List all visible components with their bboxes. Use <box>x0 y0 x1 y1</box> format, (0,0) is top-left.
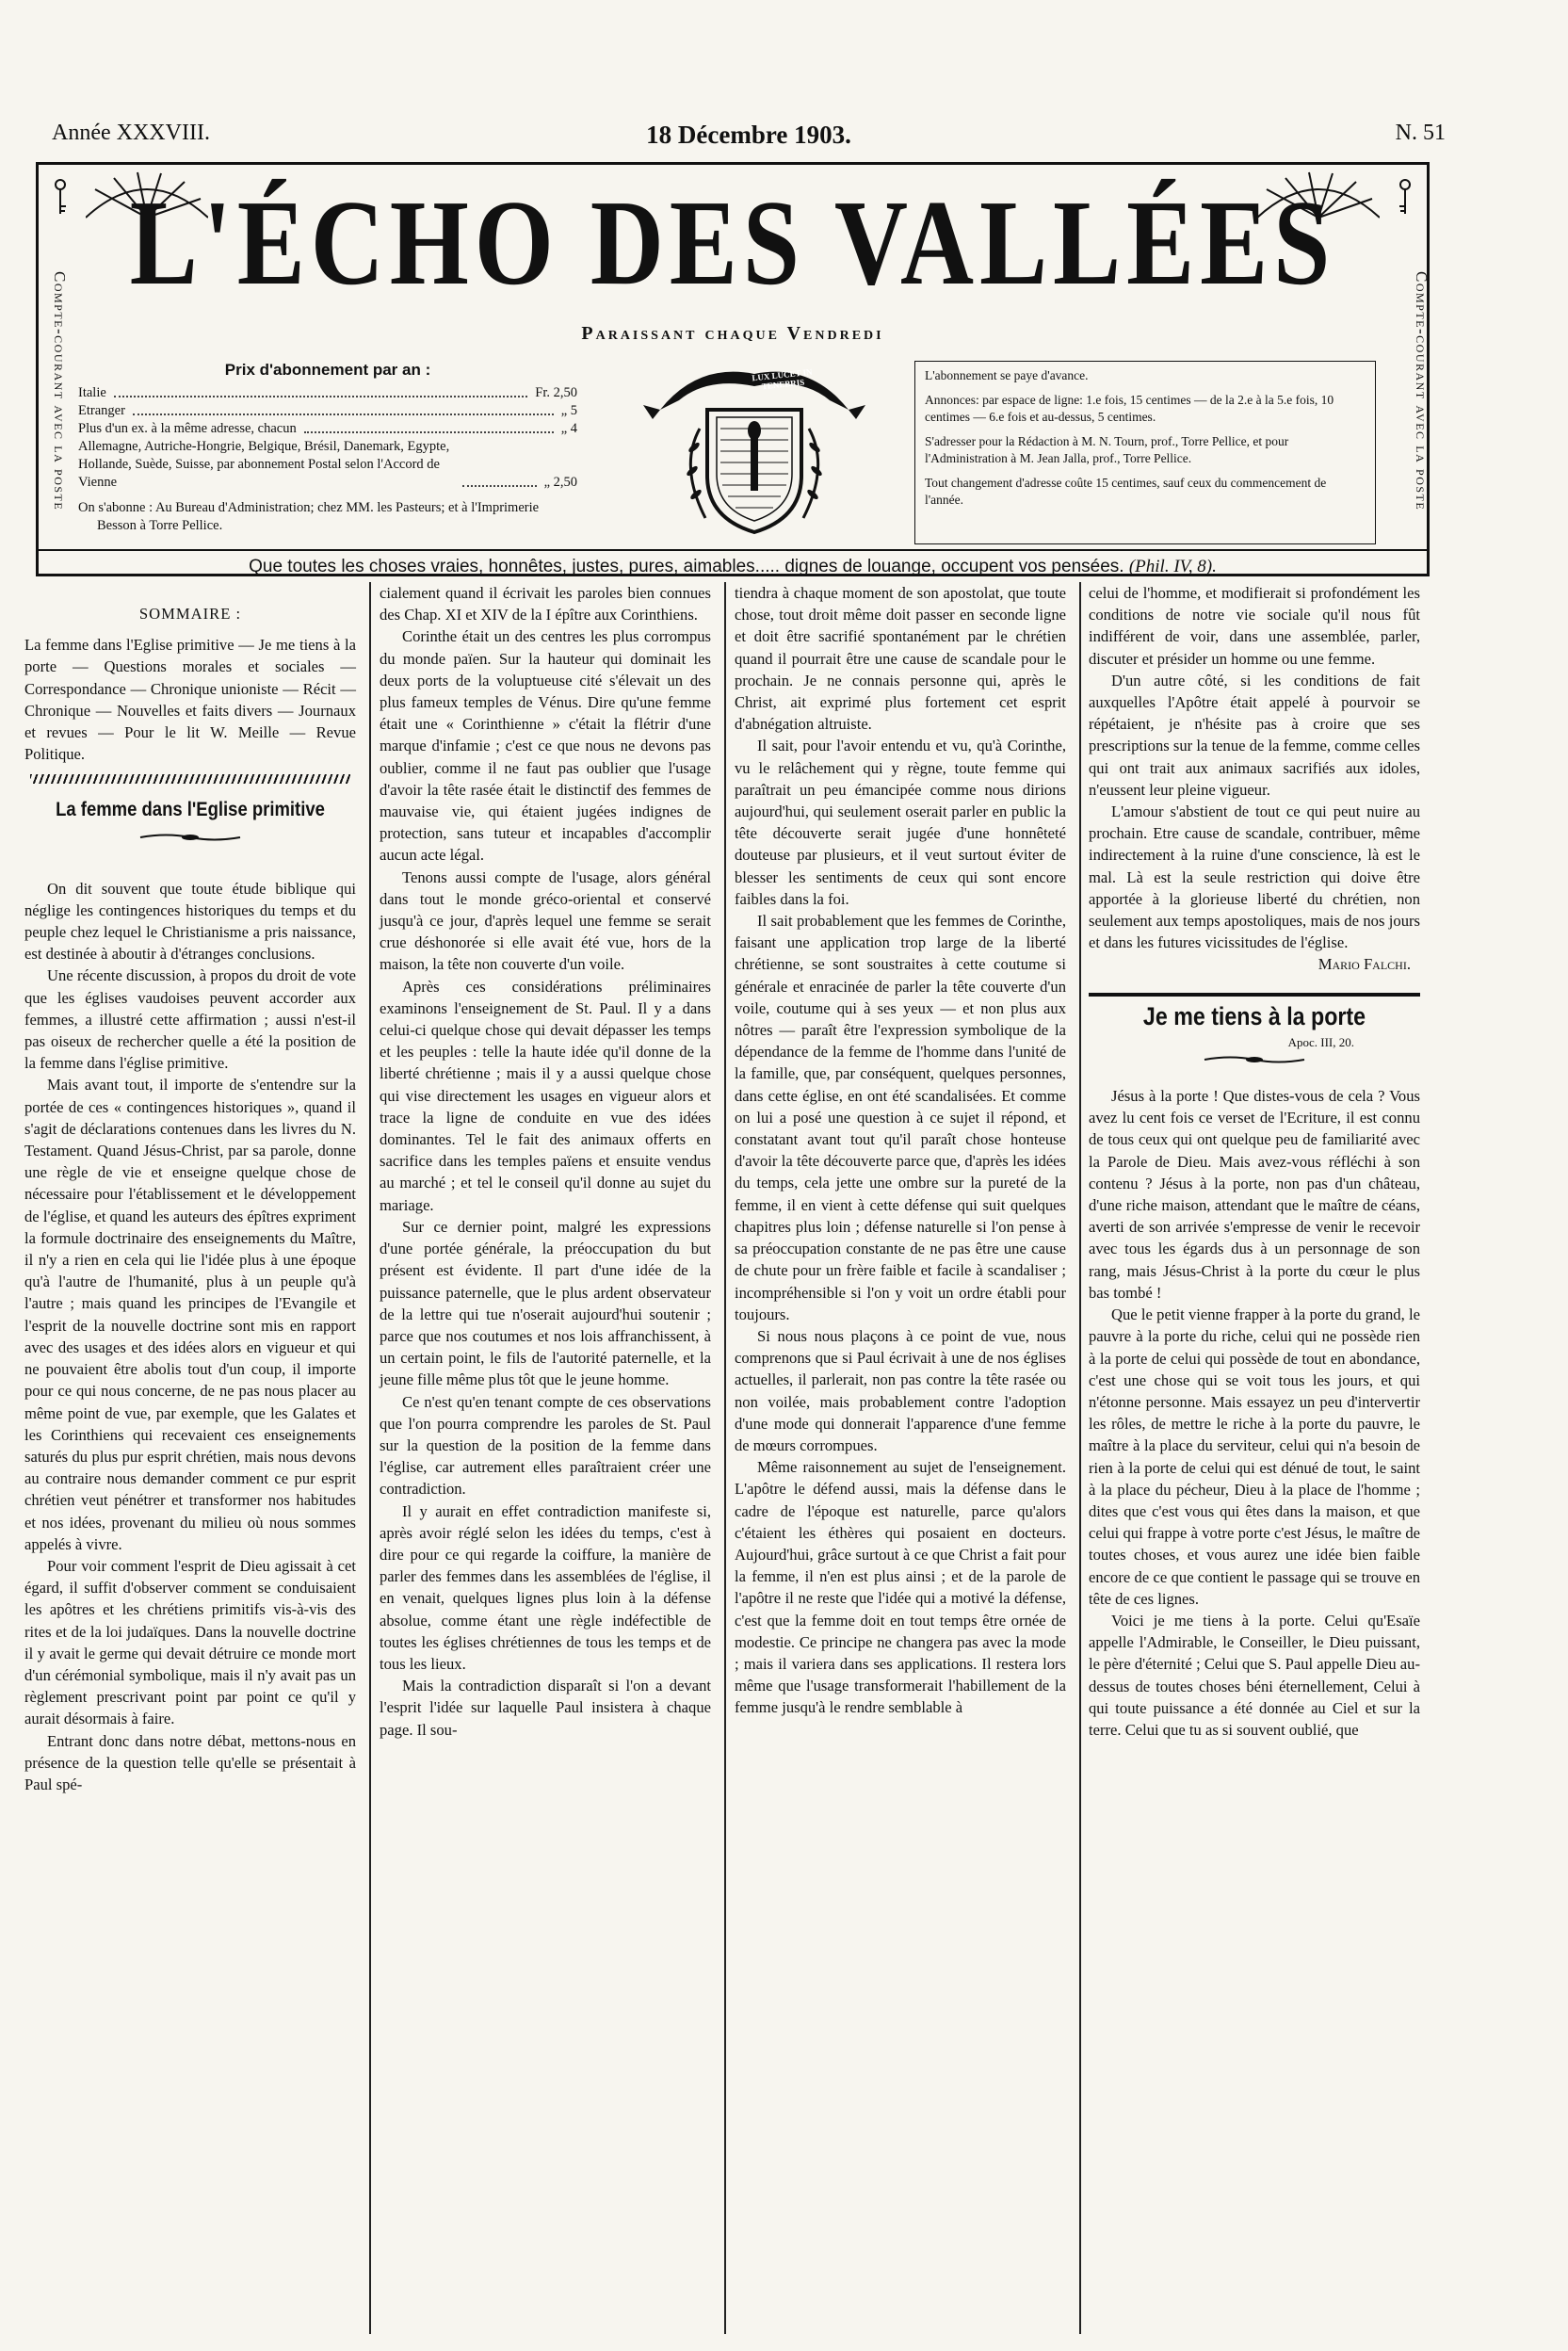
article-paragraph: Mais la contradiction disparaît si l'on a devant l'esprit l'idée sur laquelle Paul insistera à chaque page. Il sou- <box>380 1677 711 1739</box>
article-title: Je me tiens à la porte <box>1142 1001 1366 1030</box>
price-value: „ 2,50 <box>543 475 577 490</box>
article-paragraph: Il y aurait en effet contradiction manifeste si, après avoir réglé selon les idées du temps, c'est à dire pour ce qui regarde la coiffure, la manière de parler des femmes dans les assemblées de l'église, il en venait, quelques lignes plus loin à la défense absolue, comme étant une règle indéfectible de toutes les églises chrétiennes de tous les temps et de tous les lieux. <box>380 1501 711 1673</box>
issue-header <box>52 121 1446 158</box>
issue-number: N. 51 <box>1395 121 1446 145</box>
article-reference: Apoc. III, 20. <box>1287 1034 1354 1049</box>
price-value: „ 5 <box>560 403 577 418</box>
article-paragraph: Pour voir comment l'esprit de Dieu agissait à cet égard, il suffit d'observer comment se conduisaient les apôtres et les chrétiens primitifs vis-à-vis des rites et de la loi judaïques. Dans la nouvelle doctrine il y avait le germe qui devait détruire ce monde mort d'un cérémonial symbolique, mais il n'y avait pas un règlement prescrivant point par point ce qu'il y aurait désormais à faire. <box>24 1556 356 1728</box>
motto-line <box>39 549 1427 583</box>
newspaper-title: L'ÉCHO DES VALLÉES <box>129 176 1336 311</box>
article-paragraph: Que le petit vienne frapper à la porte du grand, le pauvre à la porte du riche, celui qui ne possède rien à la porte de celui qui possède de tout en abondance, c'est une chose qui se voit tous les jours, et qui n'étonne personne. Mais essayez un peu d'intervertir les rôles, de mettre le riche à la porte du pauvre, le maître à la place du serviteur, celui qui n'a besoin de rien à la porte de celui qui est dénué de tout, le saint à la place du pécheur, Dieu à la place de l'homme ; dites que c'est vous qui êtes dans la maison, et que celui qui frappe à votre porte c'est Jésus, le maître de toutes choses, et vous aurez une idée bien faible encore de ce que contient le passage qui se trouve en tête de ces lignes. <box>1089 1305 1420 1608</box>
info-line: Tout changement d'adresse coûte 15 centimes, sauf ceux du commencement de l'année. <box>925 476 1327 507</box>
article-paragraph: D'un autre côté, si les conditions de fait auxquelles l'Apôtre était appelé à pourvoir se répétaient, je n'hésite pas à croire que ses prescriptions sur la tenue de la femme, comme celles qui ont trait aux animaux sacrifiés aux idoles, n'eussent leur pleine vigueur. <box>1089 671 1420 799</box>
price-row <box>78 420 577 438</box>
article-paragraph: Après ces considérations préliminaires examinons l'enseignement de St. Paul. Il y a dans celui-ci quelque chose qui devait dépasser les temps et les peuples : telle la haute idée qu'il donne de la liberté chrétienne ; mais il y a aussi quelque chose qui vise directement les usages en vigueur alors et trace la ligne de conduite en vue des idées dominantes. Tel le fait des animaux offerts en sacrifice dans les temples païens et ensuite vendus au marché ; et tel le conseil qu'il donne au sujet du mariage. <box>380 977 711 1214</box>
article-paragraph: Ce n'est qu'en tenant compte de ces observations que l'on pourra comprendre les paroles de St. Paul sur la question de la position de la femme dans l'église, car autrement elles paraîtraient créer une contradiction. <box>380 1392 711 1499</box>
article-paragraph: Entrant donc dans notre débat, mettons-nous en présence de la question telle qu'elle se présentait à Paul spé- <box>24 1731 356 1793</box>
article-paragraph: Mais avant tout, il importe de s'entendre sur la portée de ces « contingences historiques », quand il s'agit de déclarations contenues dans les livres du N. Testament. Quand Jésus-Christ, par sa parole, donne une règle de vie et enseigne quelque chose de nécessaire pour l'établissement et le développement de l'église, et quand les auteurs des épîtres expriment la formule doctrinaire des enseignements du Maître, il n'y a rien en cela qui lie l'idée plus à une époque qu'à l'autre de l'humanité, plus à un peuple qu'à l'autre ; mais quand les principes de l'Evangile et l'esprit de la nouvelle doctrine sont mis en rapport avec des usages et des idées alors en vigueur et qui ne pouvaient être abolis tout d'un coup, il importe pour ce qui nous concerne, de ne pas nous placer au même point de vue, par exemple, que les Galates et les Corinthiens qui recevaient ces enseignements saturés du plus pur esprit chrétien, mais nous devons au contraire nous demander comment ce pur esprit chrétien veut pénétrer et transformer nos habitudes et nos idées, provenant du milieu où nous sommes appelés à vivre. <box>24 1076 356 1553</box>
article-paragraph: On dit souvent que toute étude biblique qui néglige les contingences historiques du temps et du peuple chez lequel le Christianisme a pris naissance, est destinée à aboutir à d'étranges conclusions. <box>24 879 356 964</box>
price-value: Fr. 2,50 <box>535 385 577 400</box>
article-paragraph: Corinthe était un des centres les plus corrompus du monde païen. Sur la hauteur qui dominait les deux ports de la voluptueuse cité s'élevait un des plus fameux temples de Vénus. Dire qu'une femme était une « Corinthienne » c'était la flétrir d'une marque d'infamie ; c'est ce que nous ne devons pas oublier, comme il ne faut pas oublier que l'usage d'avoir la tête rasée était le distinctif des femmes de mauvaise vie, qui étaient jugées indignes de protection, sans tuteur et incapables d'accomplir aucun acte légal. <box>380 627 711 865</box>
flourish-divider-icon <box>138 831 242 844</box>
price-row <box>78 402 577 420</box>
price-label: Plus d'un ex. à la même adresse, chacun <box>78 421 297 436</box>
article-title: La femme dans l'Eglise primitive <box>56 799 325 821</box>
sommaire-heading: SOMMAIRE : <box>138 605 242 623</box>
article-paragraph: Sur ce dernier point, malgré les expressions d'une portée générale, la préoccupation du but présent est évidente. Il part d'une idée de la puissance paternelle, que le plus ardent observateur de la lettre qui tue n'oserait aujourd'hui soutenir ; parce que nos coutumes et nos lois affranchissent, à un certain point, le fils de l'autorité paternelle, et la jeune fille même plus tôt que le jeune homme. <box>380 1217 711 1389</box>
info-box <box>914 361 1376 544</box>
info-line: Annonces: par espace de ligne: 1.e fois, 15 centimes — de la 2.e à la 5.e fois, 10 centimes — 6.e fois et au-dessus, 5 centimes. <box>925 393 1334 424</box>
emblem-motto: LUX LUCET IN TENEBRIS <box>751 366 813 392</box>
price-value: „ 4 <box>560 421 577 436</box>
article-signature: Mario Falchi. <box>1317 955 1411 974</box>
article-paragraph: celui de l'homme, et modifierait si profondément les conditions de notre vie sociale qu'il nous fût indifférent de voir, dans une assemblée, parler, discuter et présider un homme ou une femme. <box>1089 584 1420 668</box>
subscription-prices <box>78 361 577 535</box>
article-paragraph: Il sait probablement que les femmes de Corinthe, faisant une application trop large de la liberté chrétienne, se sont soustraites à cette coutume si générale et enracinée de parler la tête couverte d'un voile, coutume qui à ses yeux — et non plus aux nôtres — paraît être l'expression symbolique de la dépendance de la femme de l'homme dans l'unité de la famille, que, par conséquent, quelques personnes, dans cette église, en ont été scandalisées. Et comme on lui a posé une question à ce sujet il répond, et constatant avant tout qu'il paraît chose honteuse d'avoir la tête découverte parce que, d'après les idées du temps, cela jette une ombre sur la pureté de la femme, il en vient à cette défense qui suit quelques chapitres plus loin ; défense naturelle si l'on pense à sa préoccupation constante de ne pas être une cause de chute pour un frère faible et facile à scandaliser ; incompréhensible si l'on y voit un ordre établi pour toujours. <box>735 912 1066 1323</box>
info-line: S'adresser pour la Rédaction à M. N. Tourn, prof., Torre Pellice, et pour l'Administration à M. Jean Jalla, prof., Torre Pellice. <box>925 434 1289 465</box>
article-paragraph: Jésus à la porte ! Que distes-vous de cela ? Vous avez lu cent fois ce verset de l'Ecriture, il est connu de tous ceux qui ont quelque peu de familiarité avec la Parole de Dieu. Mais avez-vous réfléchi à son contenu ? Jésus à la porte, non pas d'un château, d'une riche maison, attendant que le maître de céans, averti de son arrivée s'empresse de venir le recevoir avec tous les égards dus à un personnage de son rang, mais Jésus-Christ à la porte du cœur le plus bas tombé ! <box>1089 1087 1420 1302</box>
subscribe-note: On s'abonne : Au Bureau d'Administration; chez MM. les Pasteurs; et à l'Imprimerie Besson à Torre Pellice. <box>78 500 540 533</box>
column-3 <box>735 582 1066 2334</box>
article-paragraph: Si nous nous plaçons à ce point de vue, nous comprenons que si Paul écrivait à une de nos églises actuelles, il parlerait, non pas contre la tête rasée ou non voilée, mais probablement contre l'adoption d'une mode qui donnerait l'apparence d'une femme de mœurs corrompues. <box>735 1326 1066 1454</box>
side-note-left: Compte-courant avec la poste <box>51 270 69 511</box>
article-paragraph: tiendra à chaque moment de son apostolat, que toute chose, tout droit même doit passer en seconde ligne et doit être sacrifié spontanément par le chrétien quand il pourrait être une cause de scandale pour le prochain. Je ne connais personne qui, après le Christ, ait exprimé plus fortement cet esprit d'abnégation altruiste. <box>735 584 1066 734</box>
issue-date: 18 Décembre 1903. <box>646 121 851 149</box>
column-divider <box>369 582 371 2334</box>
article-paragraph: Il sait, pour l'avoir entendu et vu, qu'à Corinthe, vu le relâchement qui y règne, toute femme qui paraîtrait un peu émancipée comme nous dirions aujourd'hui, qui seulement oserait parler en public la tête découverte serait jugée d'une honnêteté douteuse par plusieurs, et il veut surtout éviter de blesser les sentiments de ceux qui sont encore faibles dans la foi. <box>735 737 1066 908</box>
info-line: L'abonnement se paye d'avance. <box>925 368 1089 382</box>
article-paragraph: Tenons aussi compte de l'usage, alors général dans tout le monde gréco-oriental et conservé jusqu'à ce jour, d'après lequel une femme se serait crue déshonorée si elle avait été vue, hors de la maison, la tête non couverte d'un voile. <box>380 867 711 974</box>
masthead <box>36 162 1430 576</box>
motto-reference: (Phil. IV, 8). <box>1128 557 1217 576</box>
page-columns <box>24 582 1428 2334</box>
newspaper-subtitle: Paraissant chaque Vendredi <box>581 323 884 344</box>
article-paragraph: Même raisonnement au sujet de l'enseignement. L'apôtre le défend aussi, mais la défense dans le cadre de l'époque est naturelle, parce qu'alors c'étaient les éthères qui posaient en docteurs. Aujourd'hui, grâce surtout à ce que Christ a fait pour la femme, il n'en est plus ainsi ; et de la parole de l'apôtre il ne reste que l'idée qui a motivé la défense, c'est que la femme doit en tout temps être ornée de modestie. Ce principe ne changera pas avec la mode ; mais il variera dans ses applications. Il restera lors même que l'usage transformerait l'habillement de la femme jusqu'à le rendre semblable à <box>735 1458 1066 1717</box>
flourish-divider-icon <box>1203 1053 1306 1066</box>
price-label: Italie <box>78 385 106 400</box>
column-2 <box>380 582 711 2334</box>
article-paragraph: cialement quand il écrivait les paroles bien connues des Chap. XI et XIV de la I épître aux Corinthiens. <box>380 584 711 624</box>
column-1 <box>24 582 356 2334</box>
side-note-right: Compte-courant avec la poste <box>1413 270 1431 511</box>
hatched-divider <box>30 774 350 784</box>
price-title: Prix d'abonnement par an : <box>224 361 431 379</box>
column-divider <box>1079 582 1081 2334</box>
price-label: Etranger <box>78 403 125 418</box>
article-paragraph: Une récente discussion, à propos du droit de vote que les églises vaudoises peuvent accorder aux femmes, a illustré cette affirmation ; aussi n'est-il pas oiseux de rechercher quelle a été la position de la femme dans l'église primitive. <box>24 966 356 1073</box>
article-paragraph: L'amour s'abstient de tout ce qui peut nuire au prochain. Etre cause de scandale, contribuer, même indirectement à la ruine d'une conscience, là est le mal. Là est la seule restriction qui doive être apportée à la glorieuse liberté du chrétien, non seulement aux temps apostoliques, mais de nos jours et dans les futures vicissitudes de l'église. <box>1089 803 1420 952</box>
price-label: Allemagne, Autriche-Hongrie, Belgique, Brésil, Danemark, Egypte, Hollande, Suède, Suisse, par abonnement Postal selon l'Accord de Vienne <box>78 439 450 490</box>
column-divider <box>724 582 726 2334</box>
motto-text: Que toutes les choses vraies, honnêtes, justes, pures, aimables..... dignes de louange, occupent vos pensées. <box>249 557 1124 576</box>
column-4 <box>1089 582 1420 2334</box>
issue-year: Année XXXVIII. <box>52 121 210 145</box>
section-rule <box>1089 993 1420 997</box>
sommaire-body: La femme dans l'Eglise primitive — Je me tiens à la porte — Questions morales et sociales — Correspondance — Chronique unioniste — Récit — Chronique — Nouvelles et faits divers — Journaux et revues — Pour le lit W. Meille — Revue Politique. <box>24 636 356 764</box>
article-paragraph: Voici je me tiens à la porte. Celui qu'Esaïe appelle l'Admirable, le Conseiller, le Dieu puissant, le père d'éternité ; Celui que S. Paul appelle Dieu au-dessus de toutes choses béni éternellement, Celui à qui toute puissance a été donnée au Ciel et sur la terre. Celui que tu as si souvent oublié, que <box>1089 1611 1420 1739</box>
price-row <box>78 438 577 492</box>
price-row <box>78 384 577 402</box>
